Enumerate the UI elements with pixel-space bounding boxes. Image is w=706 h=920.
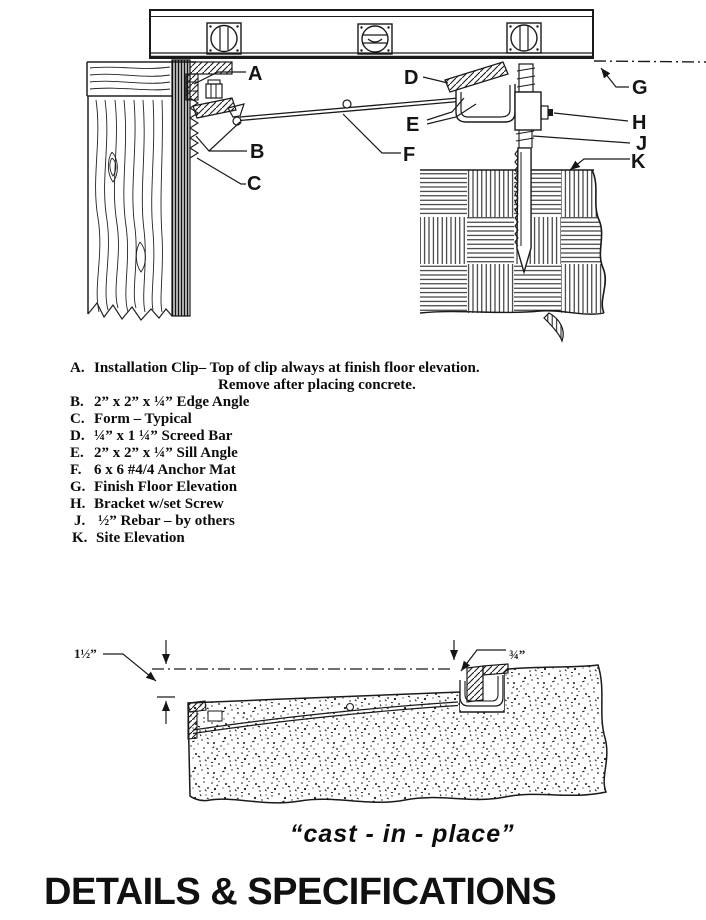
callout-label-c: C <box>247 173 262 195</box>
concrete-slab <box>188 664 607 803</box>
legend-key: K. <box>72 530 88 546</box>
legend-text: Form – Typical <box>94 411 192 427</box>
legend-key <box>70 377 94 394</box>
legend-text: 2” x 2” x ¼” Sill Angle <box>94 445 238 461</box>
callout-label-k: K <box>631 151 646 173</box>
page-title: DETAILS & SPECIFICATIONS <box>44 871 557 913</box>
dimension-left: 1½” <box>74 646 97 661</box>
callout-label-h: H <box>632 112 647 134</box>
legend-text: ¼” x 1 ¼” Screed Bar <box>94 428 233 444</box>
dimension-right: ¾” <box>509 647 526 662</box>
legend-text: Remove after placing concrete. <box>218 377 416 393</box>
legend-key: G. <box>70 479 86 495</box>
legend-text: 6 x 6 #4/4 Anchor Mat <box>94 462 236 478</box>
legend-item-d <box>70 428 630 445</box>
legend-key: D. <box>70 428 85 444</box>
edge-angle-section <box>188 701 206 712</box>
legend-item-j <box>70 513 630 530</box>
legend-item-h <box>70 496 630 513</box>
legend-item-a-cont <box>70 377 630 394</box>
legend-item-c <box>70 411 630 428</box>
legend-key: E. <box>70 445 84 461</box>
screed-bar-section <box>467 666 483 702</box>
legend-key: H. <box>70 496 86 512</box>
callout-label-f: F <box>403 144 416 166</box>
section-caption: “cast - in - place” <box>290 820 515 848</box>
legend-item-g <box>70 479 630 496</box>
callout-label-a: A <box>248 63 263 85</box>
callout-label-b: B <box>250 141 265 163</box>
legend-item-a <box>70 360 630 377</box>
legend-key: J. <box>74 513 86 529</box>
cast-in-place-section <box>74 640 607 803</box>
finish-floor-line <box>594 61 706 62</box>
level-vial-center <box>358 24 392 54</box>
callout-label-e: E <box>406 114 420 136</box>
legend-text: Bracket w/set Screw <box>94 496 224 512</box>
legend-key: A. <box>70 360 85 376</box>
level-vial-left <box>207 23 241 54</box>
site-ground-hatch <box>420 148 608 341</box>
legend-item-b <box>70 394 630 411</box>
legend-key: F. <box>70 462 82 478</box>
top-detail-diagram <box>87 10 706 341</box>
legend-text: Finish Floor Elevation <box>94 479 238 495</box>
legend <box>70 360 630 547</box>
spirit-level <box>150 10 593 58</box>
legend-text: ½” Rebar – by others <box>98 513 235 529</box>
callout-label-d: D <box>404 67 419 89</box>
legend-key: B. <box>70 394 84 410</box>
legend-text: 2” x 2” x ¼” Edge Angle <box>94 394 250 410</box>
level-vial-right <box>507 23 541 53</box>
callout-label-g: G <box>632 77 648 99</box>
legend-item-k <box>70 530 630 547</box>
legend-text: Installation Clip– Top of clip always at finish floor elevation. <box>94 360 480 376</box>
legend-text: Site Elevation <box>96 530 185 546</box>
legend-item-f <box>70 462 630 479</box>
sill-angle-and-screed-bar <box>445 62 515 122</box>
legend-item-e <box>70 445 630 462</box>
callout-label-j: J <box>636 133 648 155</box>
legend-key: C. <box>70 411 85 427</box>
